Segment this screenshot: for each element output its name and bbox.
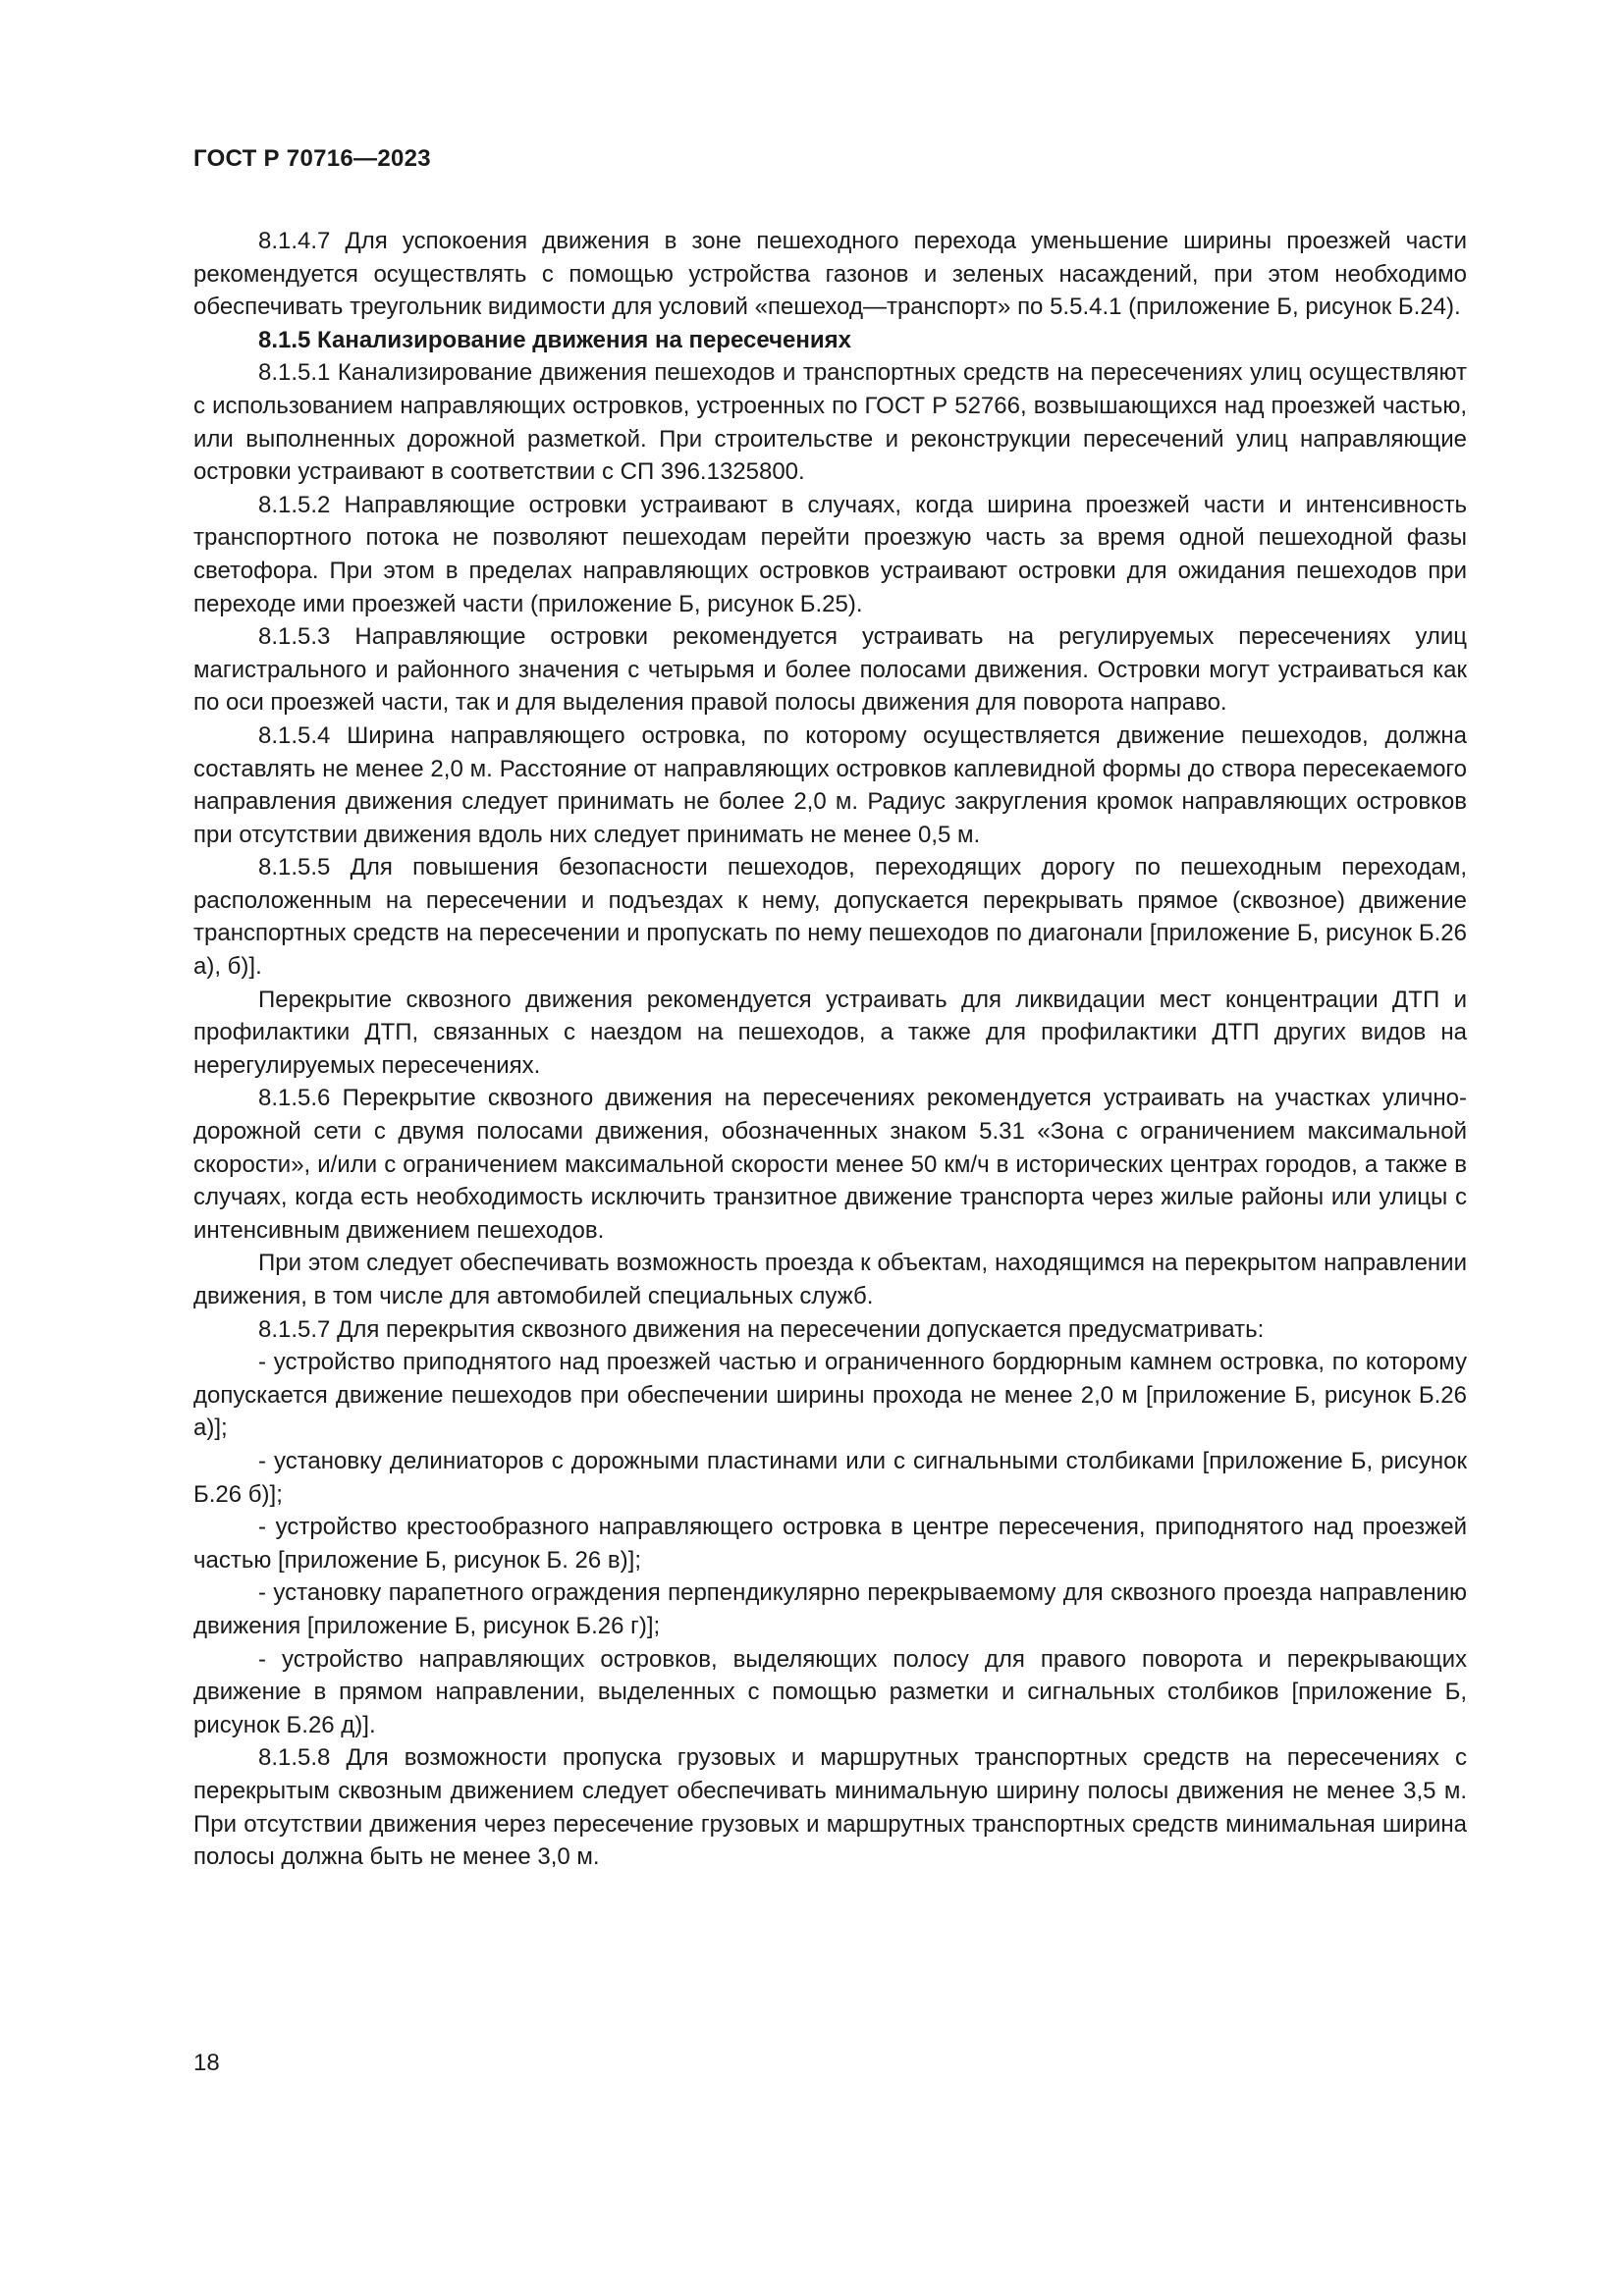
paragraph-8-1-5-5: 8.1.5.5 Для повышения безопасности пешеходов, переходящих дорогу по пешеходным переходам, расположенным на пересечении и подъездах к нему, допускается перекрывать прямое (сквозное) движение транспортных средств на пересечении и пропускать по нему пешеходов по диагонали [приложение Б, рисунок Б.26 а), б)]. — [193, 854, 1467, 981]
paragraph-8-1-5-3: 8.1.5.3 Направляющие островки рекомендуется устраивать на регулируемых пересечениях улиц магистрального и районного значения с четырьмя и более полосами движения. Островки могут устраиваться как по оси проезжей части, так и для выделения правой полосы движения для поворота направо. — [193, 623, 1467, 717]
list-item-cross-island: - устройство крестообразного направляющего островка в центре пересечения, приподнятого над проезжей частью [приложение Б, рисунок Б. 26 в)]; — [193, 1514, 1467, 1574]
document-header: ГОСТ Р 70716—2023 — [193, 145, 431, 172]
paragraph-8-1-5-7: 8.1.5.7 Для перекрытия сквозного движения на пересечении допускается предусматривать: — [258, 1315, 1265, 1343]
list-item-parapet: - установку парапетного ограждения перпендикулярно перекрываемому для сквозного проезда направлению движения [приложение Б, рисунок Б.26 г)]; — [193, 1579, 1467, 1639]
page-number: 18 — [193, 2050, 220, 2076]
paragraph-8-1-5-1: 8.1.5.1 Канализирование движения пешеходов и транспортных средств на пересечениях улиц осуществляют с использованием направляющих островков, устроенных по ГОСТ Р 52766, возвышающихся над проезжей частью, или выполненных дорожной разметкой. При строительстве и реконструкции пересечений улиц направляющие островки устраивают в соответствии с СП 396.1325800. — [193, 359, 1467, 486]
paragraph-through-traffic: Перекрытие сквозного движения рекомендуется устраивать для ликвидации мест концентрации ДТП и профилактики ДТП, связанных с наездом на пешеходов, а также для профилактики ДТП других видов на нерегулируемых пересечениях. — [193, 986, 1467, 1079]
paragraph-8-1-5-6: 8.1.5.6 Перекрытие сквозного движения на пересечениях рекомендуется устраивать на участках улично-дорожной сети с двумя полосами движения, обозначенных знаком 5.31 «Зона с ограничением максимальной скорости», и/или с ограничением максимальной скорости менее 50 км/ч в исторических центрах городов, а также в случаях, когда есть необходимость исключить транзитное движение транспорта через жилые районы или улицы с интенсивным движением пешеходов. — [193, 1085, 1467, 1244]
paragraph-8-1-5-2: 8.1.5.2 Направляющие островки устраивают в случаях, когда ширина проезжей части и интенсивность транспортного потока не позволяют пешеходам перейти проезжую часть за время одной пешеходной фазы светофора. При этом в пределах направляющих островков устраивают островки для ожидания пешеходов при переходе ими проезжей части (приложение Б, рисунок Б.25). — [193, 491, 1467, 617]
list-item-raised-island: - устройство приподнятого над проезжей частью и ограниченного бордюрным камнем островка, по которому допускается движение пешеходов при обеспечении ширины прохода не менее 2,0 м [приложение Б, рисунок Б.26 а)]; — [193, 1349, 1467, 1442]
section-heading-8-1-5: 8.1.5 Канализирование движения на пересечениях — [258, 326, 851, 353]
paragraph-access: При этом следует обеспечивать возможность проезда к объектам, находящимся на перекрытом направлении движения, в том числе для автомобилей специальных служб. — [193, 1250, 1467, 1309]
paragraph-8-1-4-7: 8.1.4.7 Для успокоения движения в зоне пешеходного перехода уменьшение ширины проезжей части рекомендуется осуществлять с помощью устройства газонов и зеленых насаждений, при этом необходимо обеспечивать треугольник видимости для условий «пешеход—транспорт» по 5.5.4.1 (приложение Б, рисунок Б.24). — [193, 228, 1467, 321]
document-body — [193, 225, 1467, 1874]
list-item-delineators: - установку делиниаторов с дорожными пластинами или с сигнальными столбиками [приложение Б, рисунок Б.26 б)]; — [193, 1447, 1467, 1508]
paragraph-8-1-5-8: 8.1.5.8 Для возможности пропуска грузовых и маршрутных транспортных средств на пересечениях с перекрытым сквозным движением следует обеспечивать минимальную ширину полосы движения не менее 3,5 м. При отсутствии движения через пересечение грузовых и маршрутных транспортных средств минимальная ширина полосы должна быть не менее 3,0 м. — [193, 1744, 1467, 1871]
list-item-guide-islands: - устройство направляющих островков, выделяющих полосу для правого поворота и перекрывающих движение в прямом направлении, выделенных с помощью разметки и сигнальных столбиков [приложение Б, рисунок Б.26 д)]. — [193, 1645, 1467, 1738]
paragraph-8-1-5-4: 8.1.5.4 Ширина направляющего островка, по которому осуществляется движение пешеходов, должна составлять не менее 2,0 м. Расстояние от направляющих островков каплевидной формы до створа пересекаемого направления движения следует принимать не более 2,0 м. Радиус закругления кромок направляющих островков при отсутствии движения вдоль них следует принимать не менее 0,5 м. — [193, 721, 1467, 848]
